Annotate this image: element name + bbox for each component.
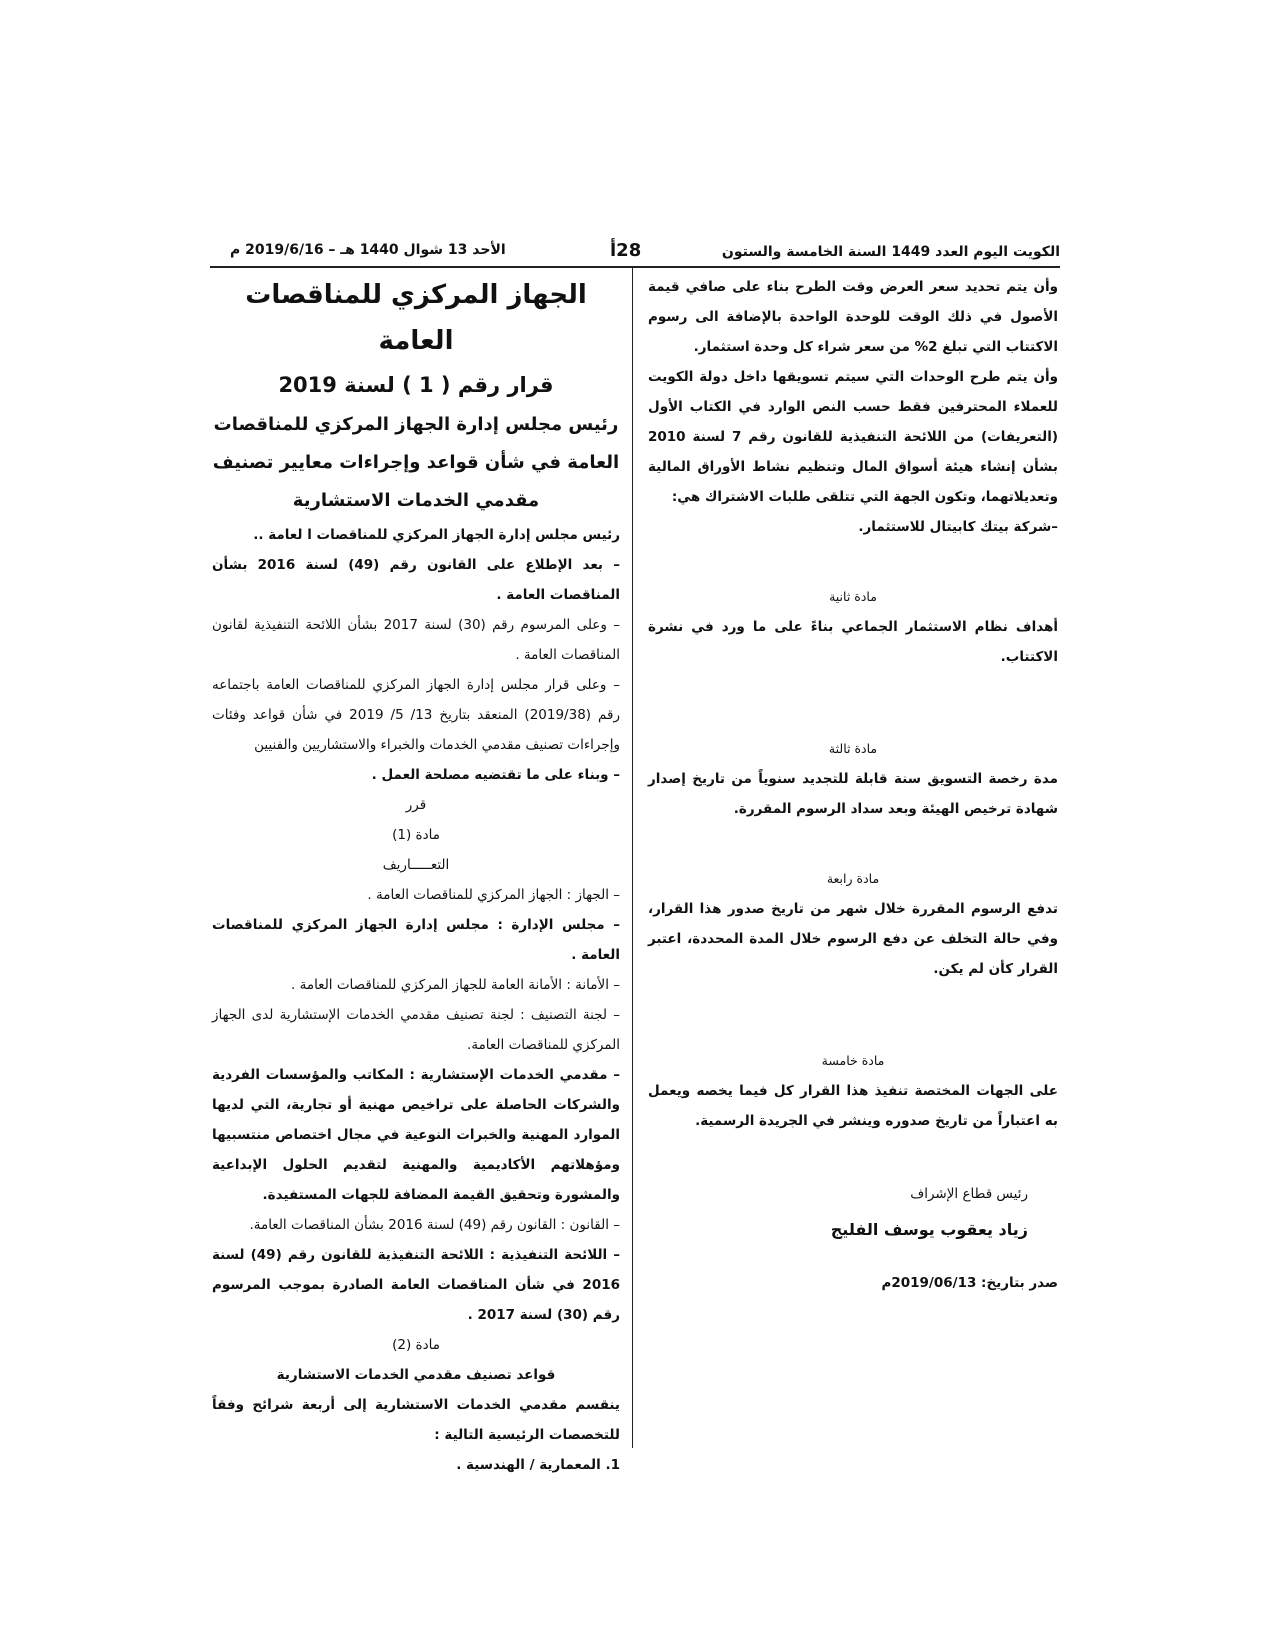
definition-item: – الجهاز : الجهاز المركزي للمناقصات العامة . [367,887,620,903]
column-divider [632,268,633,1448]
article-2-item-1: 1. المعمارية / الهندسية . [456,1457,620,1473]
issue-date: الأحد 13 شوال 1440 هـ – 2019/6/16 م [230,242,506,258]
intro-paragraph-3: –شركة بيتك كابيتال للاستثمار. [858,519,1058,535]
definition-item: – لجنة التصنيف : لجنة تصنيف مقدمي الخدمات الإستشارية لدى الجهاز المركزي للمناقصات العامة. [212,1007,620,1053]
preamble-line-2: – بعد الإطلاع على القانون رقم (49) لسنة 2016 بشأن المناقصات العامة . [212,557,620,603]
article-2-heading: قواعد تصنيف مقدمي الخدمات الاستشارية [276,1367,556,1383]
article-3-text: مدة رخصة التسويق سنة قابلة للتجديد سنوياً من تاريخ إصدار شهادة ترخيص الهيئة وبعد سداد الرسوم المقررة. [648,771,1058,817]
decision-number: قرار رقم ( 1 ) لسنة 2019 [278,373,554,397]
definition-item: – الأمانة : الأمانة العامة للجهاز المركزي للمناقصات العامة . [291,977,620,993]
preamble-line-1: رئيس مجلس إدارة الجهاز المركزي للمناقصات ا لعامة .. [253,527,620,543]
signature-title: رئيس قطاع الإشراف [910,1186,1028,1202]
decided-label: قرر [405,797,427,813]
issued-date: صدر بتاريخ: 2019/06/13م [881,1275,1058,1291]
intro-paragraph-2: وأن يتم طرح الوحدات التي سيتم تسويقها داخل دولة الكويت للعملاء المحترفين فقط حسب النص الوارد في الكتاب الأول (التعريفات) من اللائحة التنفيذية للقانون رقم 7 لسنة 2010 بشأن إنشاء هيئة أسواق المال وتنظيم نشاط الأوراق المالية وتعديلاتهما، وتكون الجهة التي تتلقى طلبات الاشتراك هي: [648,369,1058,505]
header-divider [210,266,1060,268]
intro-paragraph-1: وأن يتم تحديد سعر العرض وقت الطرح بناء على صافي قيمة الأصول في ذلك الوقت للوحدة الواحدة بالإضافة الى رسوم الاكتتاب التي تبلغ 2% من سعر شراء كل وحدة استثمار. [648,279,1058,355]
definition-item: – القانون : القانون رقم (49) لسنة 2016 بشأن المناقصات العامة. [249,1217,620,1233]
article-2-title-left: مادة (2) [392,1337,440,1353]
preamble-line-4: – وعلى قرار مجلس إدارة الجهاز المركزي للمناقصات العامة باجتماعه رقم (2019/38) المنعقد بتاريخ 13/ 5/ 2019 في شأن قواعد وفئات وإجراءات تصنيف مقدمي الخدمات والخبراء والاستشاريين والفنيين [212,677,621,753]
article-1-title: مادة (1) [392,827,440,843]
article-2-title: مادة ثانية [829,589,877,604]
authority-title: الجهاز المركزي للمناقصات العامة [245,280,587,356]
article-5-text: على الجهات المختصة تنفيذ هذا القرار كل فيما يخصه ويعمل به اعتباراً من تاريخ صدوره وينشر في الجريدة الرسمية. [648,1083,1058,1129]
definitions-title: التعـــــاريف [382,857,450,873]
preamble-line-3: – وعلى المرسوم رقم (30) لسنة 2017 بشأن اللائحة التنفيذية لقانون المناقصات العامة . [212,617,620,663]
issue-info: الكويت اليوم العدد 1449 السنة الخامسة والستون [721,244,1060,260]
page-number: 28أ [610,240,642,261]
gazette-header [210,240,1060,266]
definition-item: – مقدمي الخدمات الإستشارية : المكاتب والمؤسسات الفردية والشركات الحاصلة على تراخيص مهنية أو تجارية، التي لديها الموارد المهنية والخبرات النوعية في مجال اختصاص منتسبيها ومؤهلاتهم الأكاديمية والمهنية لتقديم الحلول الإبداعية والمشورة وتحقيق القيمة المضافة للجهات المستفيدة. [212,1067,620,1203]
preamble-line-5: – وبناء على ما تقتضيه مصلحة العمل . [371,767,620,783]
article-2-text: أهداف نظام الاستثمار الجماعي بناءً على ما ورد في نشرة الاكتتاب. [648,619,1058,665]
right-column [648,272,1058,1298]
article-2-text-left: ينقسم مقدمي الخدمات الاستشارية إلى أربعة شرائح وفقاً للتخصصات الرئيسية التالية : [212,1397,620,1443]
article-4-text: تدفع الرسوم المقررة خلال شهر من تاريخ صدور هذا القرار، وفي حالة التخلف عن دفع الرسوم خلال المدة المحددة، اعتبر القرار كأن لم يكن. [648,901,1058,977]
decision-subtitle: رئيس مجلس إدارة الجهاز المركزي للمناقصات العامة في شأن قواعد وإجراءات معايير تصنيف مقدمي الخدمات الاستشارية [212,414,620,511]
definition-item: – اللائحة التنفيذية : اللائحة التنفيذية للقانون رقم (49) لسنة 2016 في شأن المناقصات العامة الصادرة بموجب المرسوم رقم (30) لسنة 2017 . [212,1247,621,1323]
article-4-title: مادة رابعة [826,871,880,886]
signature-name: زياد يعقوب يوسف الفليج [830,1220,1028,1239]
left-column [212,272,620,1480]
signature-block [648,1176,1058,1248]
article-3-title: مادة ثالثة [828,741,878,756]
definition-item: – مجلس الإدارة : مجلس إدارة الجهاز المركزي للمناقصات العامة . [212,917,620,963]
article-5-title: مادة خامسة [821,1053,885,1068]
